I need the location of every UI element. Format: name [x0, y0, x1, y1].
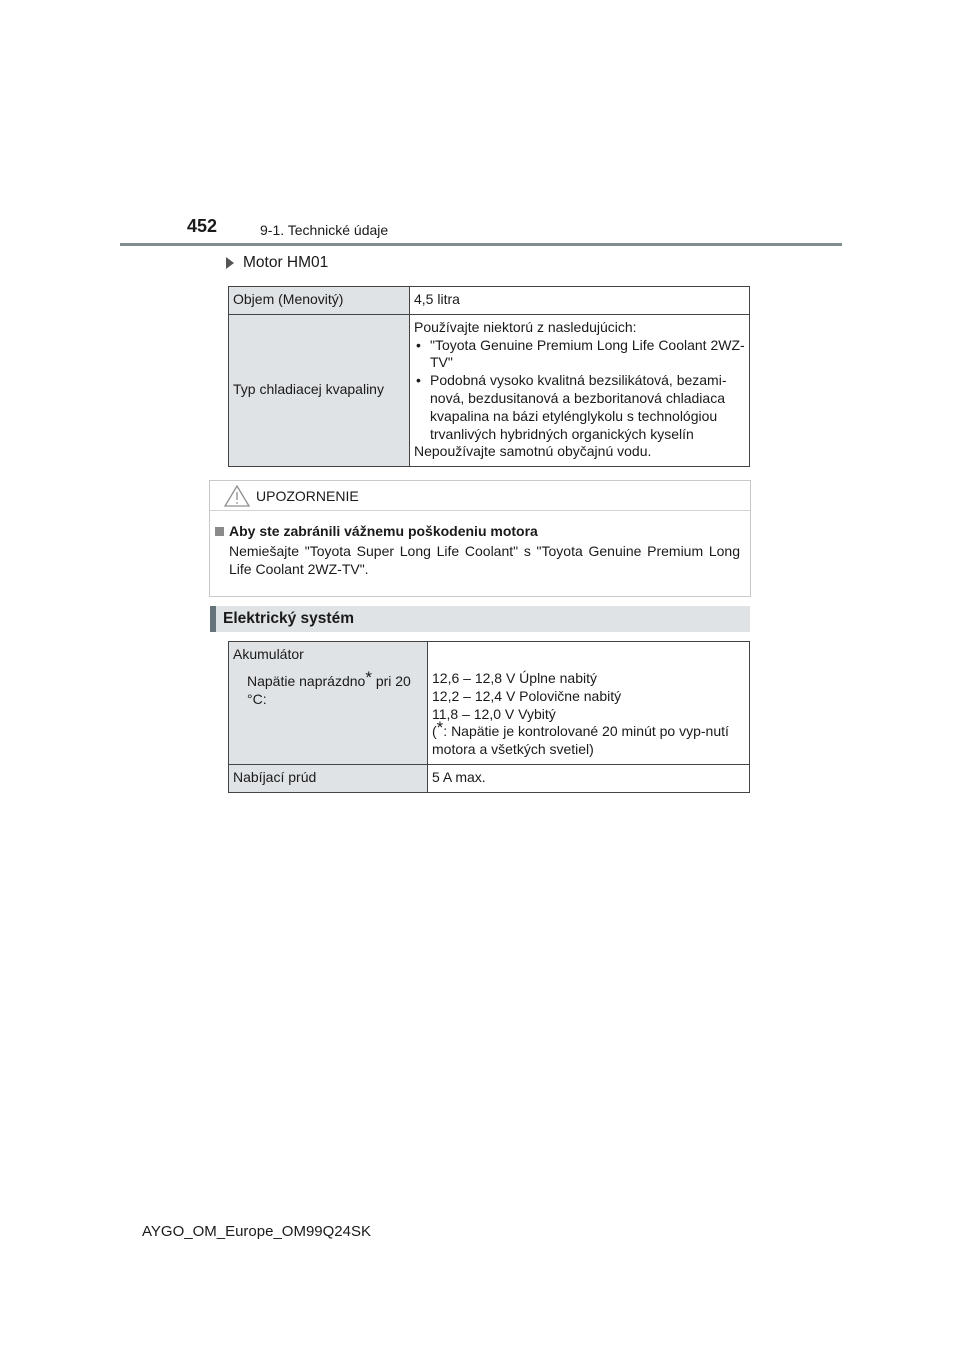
- charge-label: Nabíjací prúd: [229, 764, 428, 792]
- volume-label: Objem (Menovitý): [229, 287, 410, 315]
- voltage-values: [432, 670, 745, 759]
- voltage-label: [233, 667, 423, 709]
- voltage-value: 12,6 – 12,8 V Úplne nabitý: [432, 670, 598, 686]
- caution-header: [210, 481, 750, 511]
- volume-value: 4,5 litra: [410, 287, 750, 315]
- battery-label: Akumulátor: [233, 646, 304, 662]
- coolant-type-label: Typ chladiacej kvapaliny: [229, 314, 410, 466]
- asterisk: *: [365, 667, 372, 687]
- list-item: [414, 372, 745, 443]
- battery-value-cell: [428, 642, 750, 765]
- caution-title: UPOZORNENIE: [256, 487, 359, 504]
- page-number: 452: [187, 216, 218, 236]
- motor-heading: [226, 254, 328, 272]
- coolant-type-value: [410, 314, 750, 466]
- warning-triangle-icon: [224, 485, 250, 507]
- electrical-heading: Elektrický systém: [223, 610, 354, 627]
- battery-label-cell: [229, 642, 428, 765]
- section-title: 9-1. Technické údaje: [260, 222, 389, 238]
- table-row: [229, 314, 750, 466]
- bullet-dot-icon: •: [416, 372, 421, 389]
- header-rule: [120, 243, 842, 246]
- caution-subheading-text: Aby ste zabránili vážnemu poškodeniu motora: [229, 523, 538, 539]
- electrical-heading-bar: [210, 606, 750, 632]
- asterisk: *: [436, 718, 444, 738]
- heading-accent: [210, 606, 216, 632]
- voltage-footnote: (*: Napätie je kontrolované 20 minút po vyp-nutí motora a všetkých svetiel): [432, 718, 729, 758]
- electrical-table: [228, 641, 750, 793]
- table-row: [229, 642, 750, 765]
- coolant-intro: Používajte niektorú z nasledujúcich:: [414, 318, 637, 335]
- list-item: [414, 337, 745, 373]
- voltage-label-text: Napätie naprázdno: [247, 672, 366, 689]
- table-row: [229, 287, 750, 315]
- footer-doc-id: AYGO_OM_Europe_OM99Q24SK: [142, 1223, 371, 1240]
- bullet-text: Podobná vysoko kvalitná bezsilikátová, bezami-nová, bezdusitanová a bezboritanová chladiaca kvapalina na bázi etylénglykolu s technológiou trvanlivých hybridných organických kyselín: [430, 372, 727, 442]
- bullet-text: "Toyota Genuine Premium Long Life Coolant 2WZ-TV": [430, 336, 745, 371]
- caution-body: Nemiešajte "Toyota Super Long Life Coolant" s "Toyota Genuine Premium Long Life Coolant 2WZ-TV".: [229, 543, 740, 577]
- square-bullet-icon: [215, 527, 224, 536]
- caution-subheading: [215, 523, 750, 539]
- caution-box: [209, 480, 751, 597]
- charge-value: 5 A max.: [428, 764, 750, 792]
- table-row: [229, 764, 750, 792]
- bullet-dot-icon: •: [416, 336, 421, 353]
- voltage-value: 11,8 – 12,0 V Vybitý: [432, 705, 556, 722]
- triangle-bullet-icon: [226, 257, 234, 269]
- voltage-value: 12,2 – 12,4 V Polovične nabitý: [432, 687, 622, 704]
- coolant-table: [228, 286, 750, 467]
- motor-heading-text: Motor HM01: [243, 254, 329, 271]
- coolant-outro: Nepoužívajte samotnú obyčajnú vodu.: [414, 443, 652, 460]
- footnote-text: : Napätie je kontrolované 20 minút po vyp-nutí motora a všetkých svetiel): [432, 723, 729, 758]
- voltage-label-suffix: pri 20 °C:: [247, 672, 411, 707]
